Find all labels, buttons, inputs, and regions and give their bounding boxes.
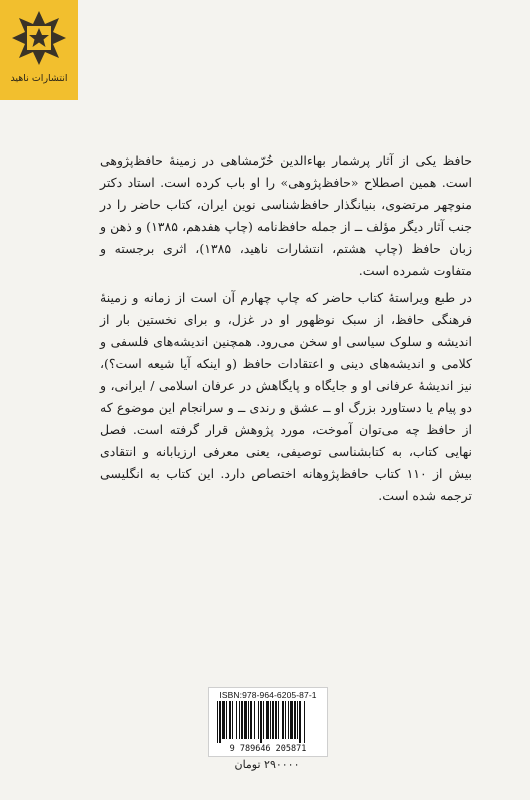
blurb-paragraph-2: در طبع ویراستهٔ کتاب حاضر که چاپ چهارم آن است از زمانه و زمینهٔ فرهنگی حافظ، از سبک نوظهور او در غزل، و برای نخستین بار از اندیشه و سلوک سیاسی او سخن می‌رود. همچنین اندیشه‌های فلسفی و کلامی و اندیشه‌های دینی و اعتقادات حافظ (و اینکه آیا شیعه است؟)، نیز اندیشهٔ عرفانی او و جایگاه و پایگاهش در عرفان اسلامی / ایرانی، و دو پیام یا دستاورد بزرگ او ــ عشق و رندی ــ و سرانجام این موضوع که از حافظ چه می‌توان آموخت، مورد پژوهش قرار گرفته است. فصل نهایی کتاب، به کتابشناسی توصیفی، یعنی معرفی ارزیابانه و انتقادی بیش از ۱۱۰ کتاب حافظ‌پژوهانه اختصاص دارد. این کتاب به انگلیسی ترجمه شده است. (100, 290, 472, 503)
barcode-bar (275, 701, 277, 739)
blurb-text (100, 150, 472, 507)
isbn-number: ISBN:978-964-6205-87-1 (219, 690, 317, 700)
barcode-bar (222, 701, 225, 739)
barcode-bar (232, 701, 233, 739)
star-in-square-emblem-icon (10, 9, 68, 67)
barcode-bar (285, 701, 286, 739)
barcode-bar (260, 701, 262, 743)
publisher-badge (0, 0, 78, 100)
barcode-bar (248, 701, 249, 739)
barcode-bar (282, 701, 284, 739)
barcode-bar (217, 701, 218, 743)
barcode-bar (288, 701, 289, 739)
barcode-bar (250, 701, 252, 739)
barcode-bar (258, 701, 259, 739)
barcode-bar (304, 701, 305, 743)
barcode-bar (272, 701, 274, 739)
barcode-bar (294, 701, 296, 739)
barcode-bar (266, 701, 269, 739)
barcode-bar (254, 701, 255, 739)
barcode-bar (226, 701, 227, 739)
barcode-bar (239, 701, 240, 739)
barcode-bar (236, 701, 237, 739)
barcode-bar (297, 701, 298, 739)
barcode-bar (241, 701, 243, 739)
barcode-bar (278, 701, 279, 739)
isbn-barcode (208, 687, 328, 757)
barcode-bar (270, 701, 271, 739)
barcode-bar (244, 701, 247, 739)
barcode-digits: 9 789646 205871 (229, 744, 307, 754)
barcode-bar (263, 701, 264, 739)
barcode-bar (229, 701, 231, 739)
publisher-name: انتشارات ناهید (10, 73, 68, 84)
price-label: ۲۹۰۰۰۰ تومان (234, 758, 300, 771)
barcode-bar (219, 701, 221, 743)
blurb-paragraph-1: حافظ یکی از آثار پرشمار بهاءالدین خُرّمشاهی در زمینهٔ حافظ‌پژوهی است. همین اصطلاح «حافظ‌پژوهی» را او باب کرده است. استاد دکتر منوچهر مرتضوی، بنیانگذار حافظ‌شناسی نوین ایران، کتاب حاضر را در جنب آثار دیگر مؤلف ــ از جمله حافظ‌نامه (چاپ هفدهم، ۱۳۸۵) و ذهن و زبان حافظ (چاپ هشتم، انتشارات ناهید، ۱۳۸۵)، اثری برجسته و متفاوت شمرده است. (100, 153, 473, 278)
barcode-bar (299, 701, 301, 743)
barcode-bars (217, 701, 319, 743)
barcode-bar (290, 701, 293, 739)
